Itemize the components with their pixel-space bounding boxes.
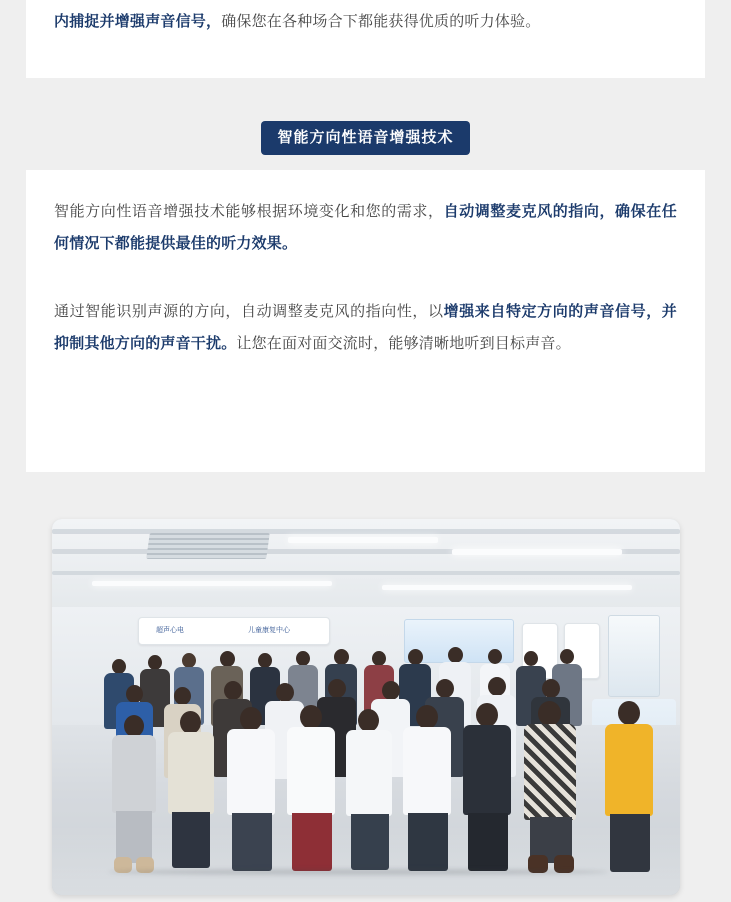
paragraph-2	[54, 296, 677, 360]
person-head	[382, 681, 400, 700]
section-title-pill: 智能方向性语音增强技术	[261, 121, 469, 155]
person-head	[476, 703, 498, 727]
ceiling-light	[452, 549, 622, 555]
paragraph-1-lead: 智能方向性语音增强技术能够根据环境变化和您的需求，	[54, 203, 444, 220]
person-legs	[292, 813, 332, 871]
person-head	[538, 701, 561, 726]
info-kiosk	[608, 615, 660, 697]
top-paragraph-highlight: 内捕捉并增强声音信号，	[54, 13, 222, 30]
person-body-houndstooth-coat	[524, 724, 576, 820]
person-legs	[468, 813, 508, 871]
ceiling-light	[92, 581, 332, 586]
person-head	[618, 701, 640, 725]
person-head	[560, 649, 574, 664]
paragraph-1	[54, 196, 677, 260]
event-photo-card	[52, 519, 680, 895]
person-head	[488, 649, 502, 664]
person-head	[448, 647, 463, 663]
spacer-top	[26, 78, 705, 106]
person-head	[174, 687, 191, 705]
person-head	[542, 679, 560, 698]
section-body-card	[26, 170, 705, 472]
person-legs	[172, 812, 210, 868]
person-head	[358, 709, 379, 732]
person-head	[240, 707, 262, 731]
person-head	[524, 651, 538, 666]
person-head	[124, 715, 144, 737]
person-body	[112, 735, 156, 813]
floor-shadow	[108, 869, 608, 875]
ceiling-strip	[52, 529, 680, 534]
top-paragraph	[54, 6, 677, 38]
event-photo	[52, 519, 680, 895]
person-head	[148, 655, 162, 670]
paragraph-2-lead: 通过智能识别声源的方向，自动调整麦克风的指向性，以	[54, 303, 444, 320]
person-head	[372, 651, 386, 666]
ceiling-light	[288, 537, 438, 543]
top-paragraph-rest: 确保您在各种场合下都能获得优质的听力体验。	[221, 13, 541, 30]
person-head	[112, 659, 126, 674]
person-head	[300, 705, 322, 729]
person-head	[224, 681, 242, 700]
person-head	[334, 649, 349, 665]
person-head	[328, 679, 346, 698]
person-head	[416, 705, 438, 729]
person-body-whitecoat	[403, 727, 451, 815]
person-legs	[232, 813, 272, 871]
person-head	[258, 653, 272, 668]
person-head	[436, 679, 454, 698]
ceiling-vent	[146, 533, 270, 559]
person-body-whitecoat	[227, 729, 275, 815]
paragraph-1-highlight: 自动调整麦克风的指向，确保在任何情况下都能提供最佳的听力效果。	[54, 203, 677, 252]
person-head	[182, 653, 196, 668]
wall-sign-text-1: 超声心电	[156, 627, 184, 634]
person-head	[296, 651, 310, 666]
person-head	[276, 683, 294, 702]
person-body-whitecoat	[346, 730, 392, 816]
wall-sign-text-2: 儿童康复中心	[248, 627, 290, 634]
person-head	[126, 685, 143, 703]
ceiling-strip	[52, 571, 680, 575]
person-legs	[610, 814, 650, 872]
paragraph-2-highlight: 增强来自特定方向的声音信号，并抑制其他方向的声音干扰。	[54, 303, 677, 352]
person-legs	[116, 811, 152, 863]
person-body	[463, 725, 511, 815]
person-legs	[351, 814, 389, 870]
person-head	[220, 651, 235, 667]
person-body-volunteer-vest	[605, 724, 653, 816]
person-head	[408, 649, 423, 665]
person-head	[180, 711, 201, 734]
person-legs	[408, 813, 448, 871]
ceiling-light	[382, 585, 632, 590]
section-header	[26, 106, 705, 170]
top-paragraph-block	[26, 0, 705, 78]
person-body	[168, 732, 214, 814]
paragraph-2-tail: 让您在面对面交流时，能够清晰地听到目标声音。	[236, 335, 571, 352]
person-head	[488, 677, 506, 696]
person-body-whitecoat	[287, 727, 335, 815]
